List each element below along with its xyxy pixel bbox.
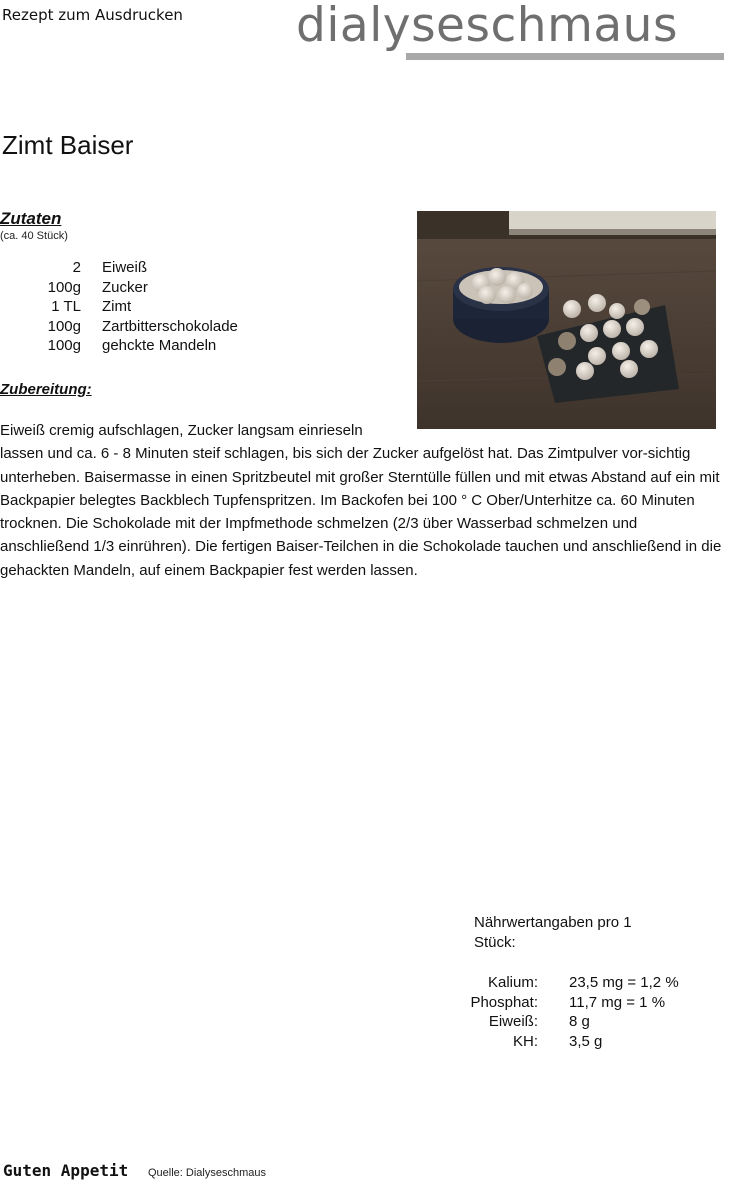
nutrition-value: 11,7 mg = 1 %: [569, 993, 666, 1011]
nutrition-heading: Nährwertangaben pro 1 Stück:: [474, 914, 632, 951]
nutrition-key: KH:: [512, 1033, 538, 1051]
ingredient-name: Zartbitterschokolade: [102, 317, 238, 335]
print-recipe-label: Rezept zum Ausdrucken: [2, 6, 183, 24]
nutrition-row: [474, 973, 714, 993]
ingredient-row: [0, 279, 400, 299]
nutrition-key: Phosphat:: [470, 993, 538, 1011]
footer-source: Quelle: Dialyseschmaus: [148, 1167, 266, 1179]
recipe-title: Zimt Baiser: [2, 130, 134, 160]
servings-note: (ca. 40 Stück): [0, 230, 68, 242]
ingredients-list: [0, 259, 400, 357]
ingredients-heading: Zutaten: [0, 209, 62, 228]
ingredient-quantity: 1 TL: [51, 298, 81, 316]
nutrition-row: [474, 1012, 714, 1032]
ingredient-name: Eiweiß: [102, 259, 148, 276]
ingredient-row: [0, 318, 400, 338]
preparation-text-rest: lassen und ca. 6 - 8 Minuten steif schlagen, bis sich der Zucker aufgelöst hat. Das Zimtpulver vor-sichtig unterheben. Baisermasse in einen Spritzbeutel mit großer Sterntülle füllen und mit etwas Abstand auf ein mit Backpapier belegtes Backblech Tupfenspritzen. Im Backofen bei 100 ° C Ober/Unterhitze ca. 60 Minuten trocknen. Die Schokolade mit der Impfmethode schmelzen (2/3 über Wasserbad schmelzen und anschließend 1/3 einrühren). Die fertigen Baiser-Teilchen in die Schokolade tauchen und anschließend in die gehackten Mandeln, auf einem Backpapier fest werden lassen.: [0, 445, 722, 579]
nutrition-value: 8 g: [569, 1013, 590, 1031]
ingredient-row: [0, 337, 400, 357]
site-logo: [296, 2, 724, 62]
preparation-text-first-line: Eiweiß cremig aufschlagen, Zucker langsam einrieseln: [0, 422, 363, 439]
logo-underline-bar: [406, 53, 724, 60]
footer-greeting: Guten Appetit: [3, 1161, 129, 1180]
ingredient-row: [0, 298, 400, 318]
preparation-text: [0, 419, 722, 582]
nutrition-row: [474, 1032, 714, 1052]
nutrition-key: Eiweiß:: [488, 1013, 538, 1031]
ingredient-row: [0, 259, 400, 279]
nutrition-value: 3,5 g: [569, 1033, 603, 1051]
ingredient-name: gehckte Mandeln: [102, 337, 217, 355]
nutrition-row: [470, 993, 714, 1013]
preparation-heading: Zubereitung:: [0, 381, 92, 398]
ingredient-name: Zimt: [102, 298, 132, 316]
nutrition-value: 23,5 mg = 1,2 %: [569, 974, 679, 991]
ingredient-quantity: 100g: [47, 278, 81, 296]
recipe-photo: [417, 211, 716, 429]
ingredient-quantity: 100g: [47, 317, 81, 335]
logo-text: dialyseschmaus: [296, 0, 678, 53]
ingredient-name: Zucker: [102, 278, 148, 296]
nutrition-key: Kalium:: [487, 974, 538, 991]
ingredient-quantity: 2: [72, 259, 81, 276]
ingredient-quantity: 100g: [47, 337, 81, 355]
nutrition-facts: [470, 913, 714, 1052]
